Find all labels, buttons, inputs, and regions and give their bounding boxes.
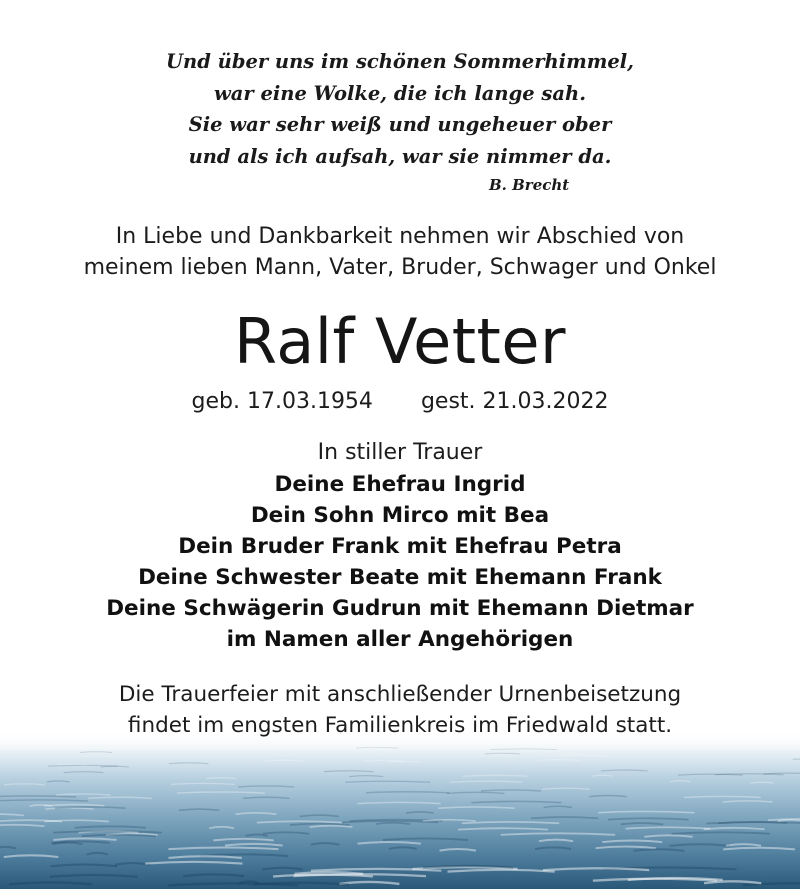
ceremony-line: Die Trauerfeier mit anschließender Urnenbeisetzung	[118, 682, 682, 707]
intro-line: meinem lieben Mann, Vater, Bruder, Schwager und Onkel	[83, 255, 717, 280]
farewell-intro	[0, 221, 800, 283]
mourner-entry: Deine Ehefrau Ingrid	[274, 472, 526, 497]
water-surface-graphic	[0, 730, 800, 889]
poem-line: Sie war sehr weiß und ungeheuer ober	[188, 113, 612, 136]
poem-line: war eine Wolke, die ich lange sah.	[213, 81, 586, 105]
birth-date: geb. 17.03.1954	[191, 389, 373, 414]
intro-line: In Liebe und Dankbarkeit nehmen wir Abschied von	[115, 224, 685, 249]
poem	[0, 46, 800, 172]
life-dates	[0, 386, 800, 418]
mourner-entry: Deine Schwägerin Gudrun mit Ehemann Dietmar	[106, 596, 694, 621]
mourner-entry: im Namen aller Angehörigen	[226, 627, 574, 652]
mourners-list	[0, 469, 800, 655]
death-date: gest. 21.03.2022	[420, 389, 609, 414]
poem-line: Und über uns im schönen Sommerhimmel,	[166, 50, 634, 73]
mourner-entry: Dein Bruder Frank mit Ehefrau Petra	[178, 534, 622, 559]
deceased-name: Ralf Vetter	[234, 305, 566, 378]
mourner-entry: Dein Sohn Mirco mit Bea	[250, 503, 550, 528]
mourning-label: In stiller Trauer	[317, 440, 483, 465]
mourner-entry: Deine Schwester Beate mit Ehemann Frank	[138, 565, 662, 590]
poem-line: und als ich aufsah, war sie nimmer da.	[188, 144, 612, 168]
poem-author: B. Brecht	[489, 176, 570, 194]
ceremony-line: findet im engsten Familienkreis im Friedwald statt.	[127, 713, 673, 738]
water-background-image	[0, 730, 800, 889]
ceremony-notice	[0, 679, 800, 741]
